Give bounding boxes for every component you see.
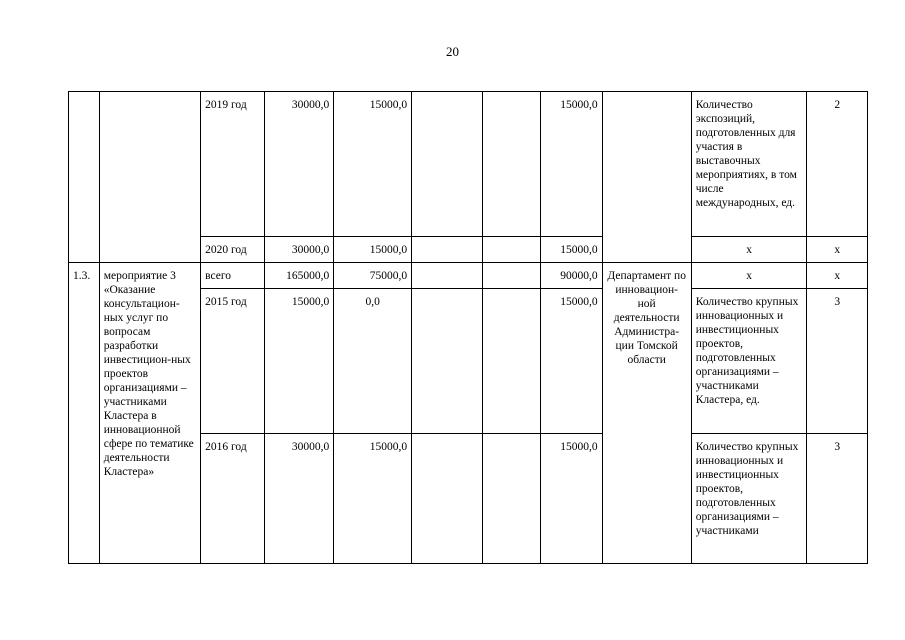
- federal-cell: 0,0: [334, 289, 412, 434]
- empty-cell: [412, 434, 483, 564]
- indicator-cell: Количество крупных инновационных и инвестиционных проектов, подготовленных организациями – участниками: [691, 434, 807, 564]
- empty-cell: [412, 263, 483, 289]
- value-cell: х: [807, 263, 868, 289]
- empty-cell: [482, 92, 540, 237]
- num-cell: [69, 92, 100, 263]
- empty-cell: [482, 289, 540, 434]
- empty-cell: [482, 237, 540, 263]
- total-cell: 30000,0: [264, 237, 334, 263]
- year-cell: 2015 год: [201, 289, 265, 434]
- value-cell: х: [807, 237, 868, 263]
- year-cell: 2016 год: [201, 434, 265, 564]
- extra-cell: 15000,0: [541, 289, 602, 434]
- extra-cell: 15000,0: [541, 92, 602, 237]
- indicator-cell: х: [691, 237, 807, 263]
- total-cell: 15000,0: [264, 289, 334, 434]
- table-row-2019: [69, 92, 868, 237]
- empty-cell: [412, 237, 483, 263]
- empty-cell: [412, 92, 483, 237]
- year-cell: 2020 год: [201, 237, 265, 263]
- federal-cell: 15000,0: [334, 434, 412, 564]
- empty-cell: [482, 263, 540, 289]
- empty-cell: [482, 434, 540, 564]
- indicator-cell: Количество крупных инновационных и инвестиционных проектов, подготовленных организациями – участниками Кластера, ед.: [691, 289, 807, 434]
- year-cell: всего: [201, 263, 265, 289]
- page-number: 20: [446, 44, 459, 59]
- value-cell: 2: [807, 92, 868, 237]
- total-cell: 30000,0: [264, 92, 334, 237]
- federal-cell: 15000,0: [334, 92, 412, 237]
- federal-cell: 15000,0: [334, 237, 412, 263]
- executor-cell: [602, 92, 691, 263]
- year-cell: 2019 год: [201, 92, 265, 237]
- empty-cell: [412, 289, 483, 434]
- value-cell: 3: [807, 289, 868, 434]
- indicator-cell: Количество экспозиций, подготовленных для участия в выставочных мероприятиях, в том числе международных, ед.: [691, 92, 807, 237]
- program-table: [68, 91, 868, 564]
- table-row-total: [69, 263, 868, 289]
- extra-cell: 90000,0: [541, 263, 602, 289]
- num-cell: 1.3.: [69, 263, 100, 564]
- total-cell: 30000,0: [264, 434, 334, 564]
- executor-cell: Департамент по инновацион-ной деятельности Администра-ции Томской области: [602, 263, 691, 564]
- federal-cell: 75000,0: [334, 263, 412, 289]
- value-cell: 3: [807, 434, 868, 564]
- event-cell: [99, 92, 200, 263]
- indicator-cell: х: [691, 263, 807, 289]
- total-cell: 165000,0: [264, 263, 334, 289]
- extra-cell: 15000,0: [541, 237, 602, 263]
- extra-cell: 15000,0: [541, 434, 602, 564]
- event-cell: мероприятие 3 «Оказание консультацион-ных услуг по вопросам разработки инвестицион-ных проектов организациями – участниками Кластера в инновационной сфере по тематике деятельности Кластера»: [99, 263, 200, 564]
